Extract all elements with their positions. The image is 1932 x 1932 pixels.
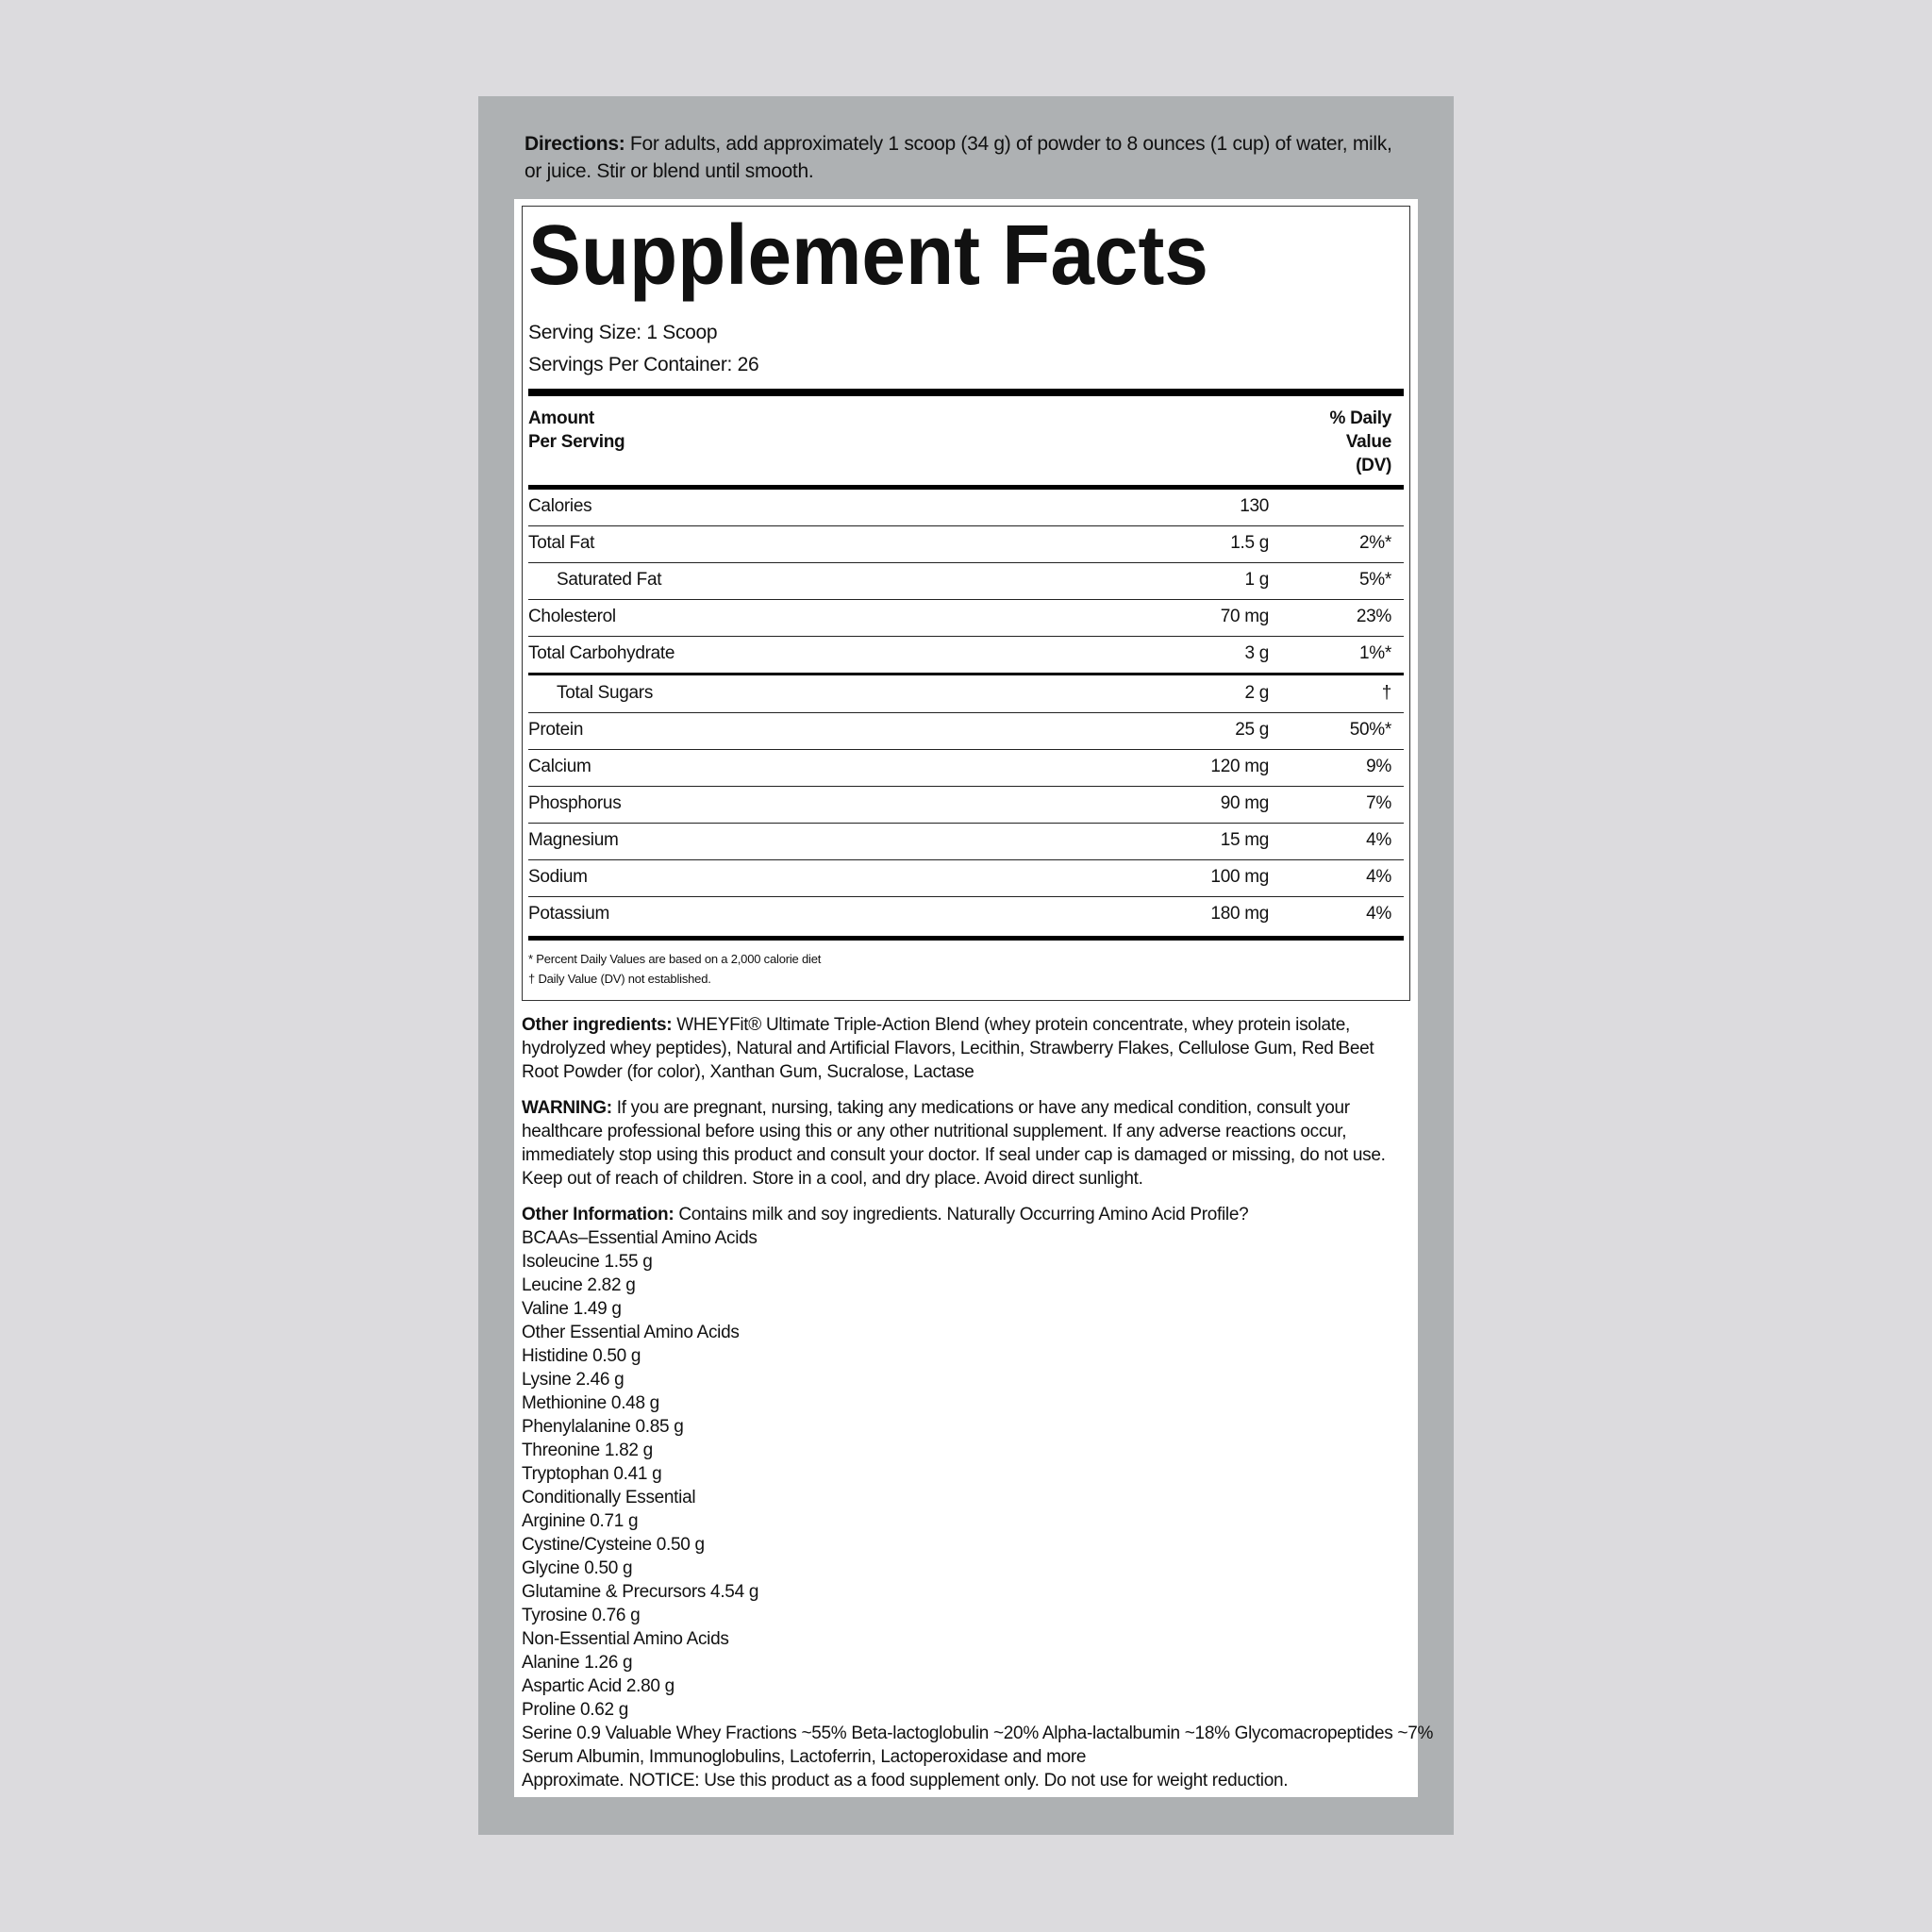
nutrient-dv: 50%* <box>1349 720 1391 740</box>
other-information <box>522 1203 1434 1792</box>
other-ingredients-label: Other ingredients: <box>522 1015 673 1035</box>
amino-acid-line: Threonine 1.82 g <box>522 1441 653 1460</box>
nutrient-name: Cholesterol <box>528 607 616 626</box>
dv-header-line-1: % Daily <box>1329 408 1391 428</box>
facts-row <box>528 897 1404 934</box>
other-information-text: Contains milk and soy ingredients. Naturally Occurring Amino Acid Profile? <box>674 1205 1249 1224</box>
whey-fractions-line: Serum Albumin, Immunoglobulins, Lactoferrin, Lactoperoxidase and more <box>522 1747 1087 1767</box>
amino-acid-line: Methionine 0.48 g <box>522 1393 659 1413</box>
directions-text <box>525 130 1411 185</box>
nutrient-amount: 120 mg <box>1210 757 1269 776</box>
nutrient-name: Calories <box>528 496 592 516</box>
facts-row <box>528 787 1404 824</box>
nutrient-dv: 7% <box>1366 793 1391 813</box>
directions-body: For adults, add approximately 1 scoop (34 g) of powder to 8 ounces (1 cup) of water, milk, or juice. Stir or blend until smooth. <box>525 133 1392 182</box>
footnote-dv-not-established: † Daily Value (DV) not established. <box>528 972 711 986</box>
nutrient-name: Total Carbohydrate <box>528 643 675 663</box>
nutrient-dv: 9% <box>1366 757 1391 776</box>
nutrient-name: Saturated Fat <box>557 570 662 590</box>
nutrient-dv: 1%* <box>1359 643 1391 663</box>
amino-acid-line: Other Essential Amino Acids <box>522 1323 740 1342</box>
amino-acid-line: Isoleucine 1.55 g <box>522 1252 653 1272</box>
other-ingredients-text: WHEYFit® Ultimate Triple-Action Blend (whey protein concentrate, whey protein isolate, hydrolyzed whey peptides), Natural and Artificial Flavors, Lecithin, Strawberry Flakes, Cellulose Gum, Red Beet Root Powder (for color), Xanthan Gum, Sucralose, Lactase <box>522 1015 1374 1082</box>
amount-header-line-1: Amount <box>528 408 594 428</box>
nutrient-dv: 4% <box>1366 904 1391 924</box>
nutrient-name: Calcium <box>528 757 591 776</box>
daily-value-header <box>1330 407 1392 477</box>
whey-fractions-line: Serine 0.9 Valuable Whey Fractions ~55% Beta-lactoglobulin ~20% Alpha-lactalbumin ~18% Glycomacropeptides ~7% <box>522 1724 1434 1743</box>
amino-acid-line: Alanine 1.26 g <box>522 1653 633 1673</box>
amino-acid-line: Leucine 2.82 g <box>522 1275 636 1295</box>
facts-row <box>528 600 1404 637</box>
nutrient-name: Sodium <box>528 867 588 887</box>
amino-acid-line: Conditionally Essential <box>522 1488 696 1507</box>
serving-size: Serving Size: 1 Scoop <box>528 322 718 343</box>
facts-row <box>528 637 1404 675</box>
amino-acid-line: Non-Essential Amino Acids <box>522 1629 729 1649</box>
thick-rule-bottom <box>528 936 1404 941</box>
other-information-intro <box>522 1203 1408 1226</box>
dv-header-line-2: Value <box>1345 432 1391 452</box>
thick-rule-top <box>528 389 1404 396</box>
nutrient-amount: 180 mg <box>1210 904 1269 924</box>
facts-row <box>528 824 1404 860</box>
nutrient-amount: 3 g <box>1244 643 1269 663</box>
facts-row <box>528 490 1404 526</box>
facts-row <box>528 526 1404 563</box>
amino-acid-line: Valine 1.49 g <box>522 1299 622 1319</box>
nutrient-amount: 70 mg <box>1220 607 1269 626</box>
amino-acid-line: Tyrosine 0.76 g <box>522 1606 641 1625</box>
facts-row <box>528 713 1404 750</box>
nutrient-amount: 25 g <box>1235 720 1269 740</box>
facts-row <box>528 860 1404 897</box>
nutrient-dv: 2%* <box>1359 533 1391 553</box>
facts-row <box>528 676 1404 713</box>
amino-acid-line: Histidine 0.50 g <box>522 1346 641 1366</box>
amino-acid-line: Glycine 0.50 g <box>522 1558 633 1578</box>
amino-acid-line: Phenylalanine 0.85 g <box>522 1417 684 1437</box>
nutrient-dv: 5%* <box>1359 570 1391 590</box>
nutrient-name: Magnesium <box>528 830 619 850</box>
nutrient-amount: 1.5 g <box>1230 533 1269 553</box>
amount-per-serving-header <box>528 407 625 454</box>
amount-header-line-2: Per Serving <box>528 432 625 452</box>
amino-acid-line: Arginine 0.71 g <box>522 1511 639 1531</box>
amino-acid-line: Proline 0.62 g <box>522 1700 629 1720</box>
nutrient-name: Protein <box>528 720 584 740</box>
amino-acid-line: Cystine/Cysteine 0.50 g <box>522 1535 705 1555</box>
amino-acid-line: Tryptophan 0.41 g <box>522 1464 662 1484</box>
nutrient-amount: 2 g <box>1244 683 1269 703</box>
notice-line: Approximate. NOTICE: Use this product as a food supplement only. Do not use for weight reduction. <box>522 1771 1289 1790</box>
other-ingredients <box>522 1013 1408 1084</box>
nutrient-name: Phosphorus <box>528 793 622 813</box>
warning-label: WARNING: <box>522 1098 612 1118</box>
footnote-percent-dv: * Percent Daily Values are based on a 2,000 calorie diet <box>528 952 822 966</box>
servings-per-container: Servings Per Container: 26 <box>528 354 759 375</box>
nutrient-dv: 23% <box>1356 607 1391 626</box>
warning <box>522 1096 1408 1191</box>
supplement-facts-title: Supplement Facts <box>528 208 1208 303</box>
nutrient-dv: † <box>1381 683 1391 703</box>
directions-label: Directions: <box>525 133 625 155</box>
facts-row <box>528 563 1404 600</box>
warning-text: If you are pregnant, nursing, taking any medications or have any medical condition, consult your healthcare professional before using this or any other nutritional supplement. If any adverse reactions occur, immediately stop using this product and consult your doctor. If seal under cap is damaged or missing, do not use. Keep out of reach of children. Store in a cool, and dry place. Avoid direct sunlight. <box>522 1098 1386 1189</box>
amino-acid-line: BCAAs–Essential Amino Acids <box>522 1228 758 1248</box>
nutrient-dv: 4% <box>1366 830 1391 850</box>
amino-acid-line: Aspartic Acid 2.80 g <box>522 1676 675 1696</box>
nutrient-amount: 1 g <box>1244 570 1269 590</box>
nutrient-amount: 130 <box>1240 496 1269 516</box>
amino-acid-line: Lysine 2.46 g <box>522 1370 625 1390</box>
nutrient-amount: 15 mg <box>1220 830 1269 850</box>
nutrient-name: Total Sugars <box>557 683 654 703</box>
dv-header-line-3: (DV) <box>1356 456 1391 475</box>
nutrient-name: Potassium <box>528 904 610 924</box>
nutrient-dv: 4% <box>1366 867 1391 887</box>
nutrient-amount: 100 mg <box>1210 867 1269 887</box>
other-information-label: Other Information: <box>522 1205 675 1224</box>
amino-acid-line: Glutamine & Precursors 4.54 g <box>522 1582 759 1602</box>
nutrient-name: Total Fat <box>528 533 595 553</box>
facts-row <box>528 750 1404 787</box>
nutrient-amount: 90 mg <box>1220 793 1269 813</box>
